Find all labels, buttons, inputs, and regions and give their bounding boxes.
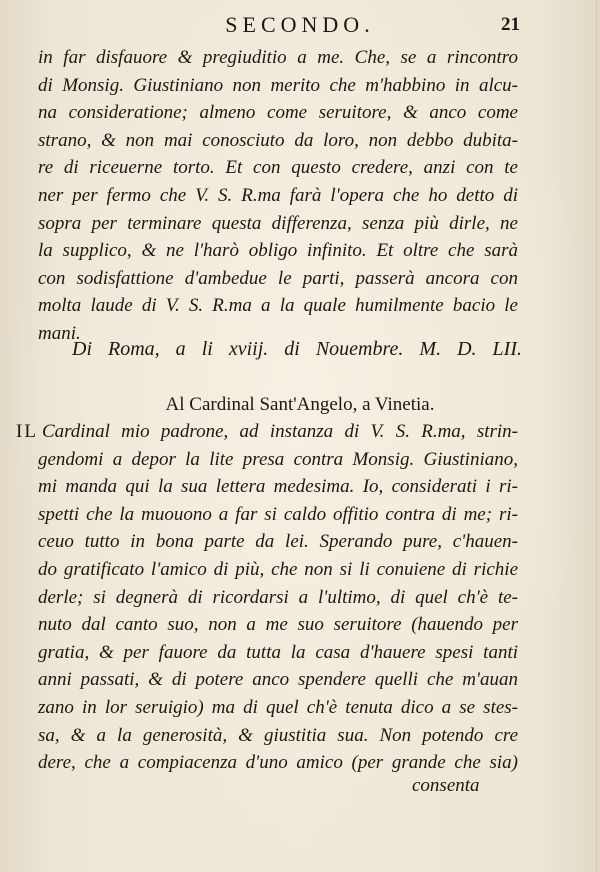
text-line: do gratificato l'amico di più, che non si li conuiene di richie [38,558,518,580]
page-number: 21 [501,14,520,35]
drop-initial: IL [16,421,38,442]
text-line: gendomi a depor la lite presa contra Monsig. Giustiniano, [38,448,518,470]
text-line: anni passati, & di potere anco spendere quelli che m'auan [38,669,518,691]
text-line: nuto dal canto suo, non a me suo seruitore (hauendo per [38,614,518,636]
text-line: di Monsig. Giustiniano non merito che m'habbino in alcu- [38,74,518,96]
running-head [0,10,600,40]
text-line-first [16,418,518,446]
text-line: dere, che a compiacenza d'uno amico (per grande che sia) [38,752,518,774]
text-line: spetti che la muouono a far si caldo offitio contra di me; ri- [38,503,518,525]
letter-heading: Al Cardinal Sant'Angelo, a Vinetia. [165,394,435,415]
text-line: la supplico, & ne l'harò obligo infinito. Et oltre che sarà [38,240,518,262]
text-line: con sodisfattione d'ambedue le parti, passerà ancora con [38,267,518,289]
text-line: na consideratione; almeno come seruitore, & anco come [38,102,518,124]
text-line: derle; si degnerà di ricordarsi a l'ultimo, di quel ch'è te- [38,586,518,608]
text-line: gratia, & per fauore da tutta la casa d'hauere spesi tanti [38,641,518,663]
text-line: in far disfauore & pregiuditio a me. Che, se a rincontro [38,47,518,68]
text-line: strano, & non mai conosciuto da loro, non debbo dubita- [38,129,518,151]
text-line: zano in lor seruigio) ma di quel ch'è tenuta dico a se stes- [38,696,518,718]
text-line: ceuo tutto in bona parte da lei. Sperando pure, c'hauen- [38,531,518,553]
header-title: SECONDO. [225,12,375,37]
paper-fold-shadow [596,0,597,872]
text-line: re di riceuerne torto. Et con questo credere, anzi con te [38,157,518,179]
text-line-content: Cardinal mio padrone, ad instanza di V. S. R.ma, strin- [41,421,518,442]
text-line: sa, & a la generosità, & giustitia sua. Non potendo cre [38,724,518,746]
text-line: mi manda qui la sua lettera medesima. Io, considerati i ri- [38,476,518,498]
catchword: consenta [412,775,480,796]
text-line: ner per fermo che V. S. R.ma farà l'opera che ho detto di [38,184,518,206]
text-line: molta laude di V. S. R.ma a la quale humilmente bacio le [38,295,518,317]
text-line: sopra per terminare questa differenza, senza più dirle, ne [38,212,518,234]
text-line: mani. [38,322,81,344]
dateline: Di Roma, a li xviij. di Nouembre. M. D. LII. [72,338,522,360]
letter-2-body [16,418,518,777]
letter-1-body [38,44,518,348]
